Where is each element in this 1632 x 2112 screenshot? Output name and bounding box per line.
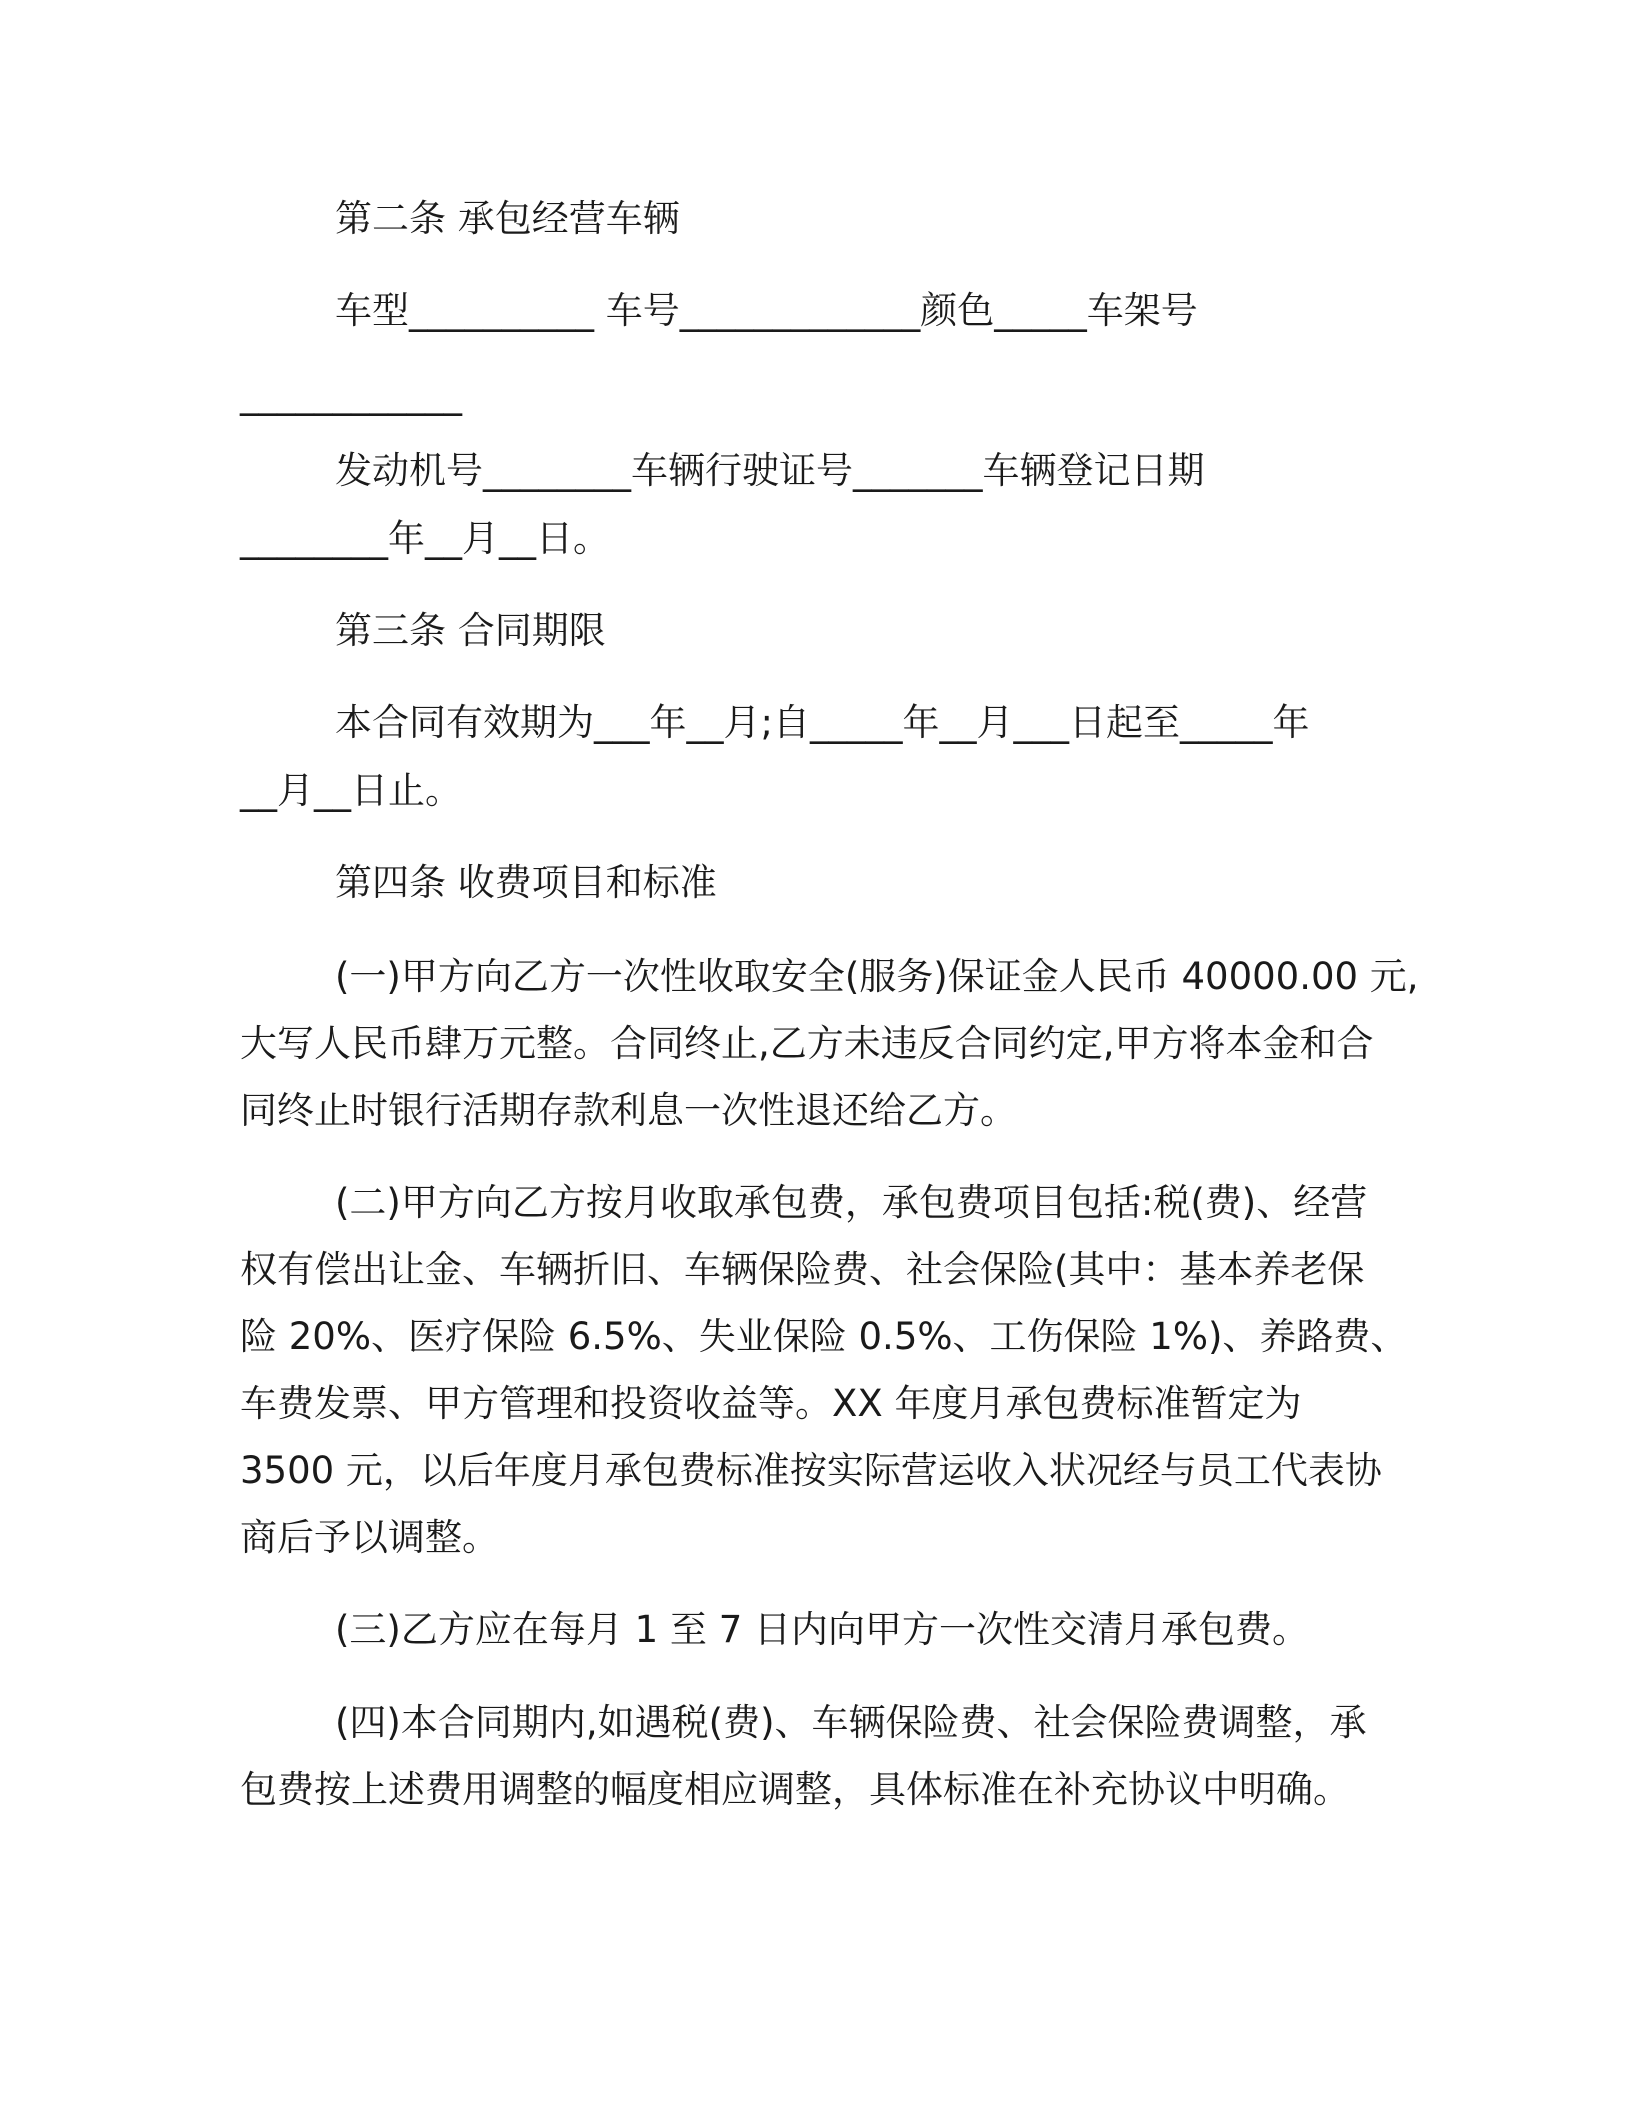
- article-4-p2-line-3: 险 20%、医疗保险 6.5%、失业保险 0.5%、工伤保险 1%)、养路费、: [240, 1315, 1408, 1358]
- article-4-p3-line-1: (三)乙方应在每月 1 至 7 日内向甲方一次性交清月承包费。: [335, 1608, 1309, 1651]
- article-2-line-4: ________年__月__日。: [240, 517, 610, 560]
- article-4-p2-line-1: (二)甲方向乙方按月收取承包费，承包费项目包括:税(费)、经营: [335, 1181, 1368, 1224]
- article-3-heading: 第三条 合同期限: [335, 609, 606, 652]
- article-3-line-1: 本合同有效期为___年__月;自_____年__月___日起至_____年: [335, 701, 1310, 744]
- article-4-p2-line-2: 权有偿出让金、车辆折旧、车辆保险费、社会保险(其中：基本养老保: [240, 1248, 1365, 1291]
- article-4-p1-line-3: 同终止时银行活期存款利息一次性退还给乙方。: [240, 1089, 1017, 1132]
- article-2-line-2: ____________: [240, 373, 462, 416]
- article-4-p4-line-1: (四)本合同期内,如遇税(费)、车辆保险费、社会保险费调整，承: [335, 1701, 1367, 1744]
- article-4-p2-line-5: 3500 元，以后年度月承包费标准按实际营运收入状况经与员工代表协: [240, 1449, 1382, 1492]
- article-4-p2-line-6: 商后予以调整。: [240, 1516, 499, 1559]
- article-4-p1-line-2: 大写人民币肆万元整。合同终止,乙方未违反合同约定,甲方将本金和合: [240, 1022, 1374, 1065]
- article-2-heading: 第二条 承包经营车辆: [335, 197, 680, 240]
- article-4-p1-line-1: (一)甲方向乙方一次性收取安全(服务)保证金人民币 40000.00 元,: [335, 955, 1419, 998]
- article-4-p2-line-4: 车费发票、甲方管理和投资收益等。XX 年度月承包费标准暂定为: [240, 1382, 1302, 1425]
- article-4-p4-line-2: 包费按上述费用调整的幅度相应调整，具体标准在补充协议中明确。: [240, 1768, 1350, 1811]
- article-2-line-3: 发动机号________车辆行驶证号_______车辆登记日期: [335, 449, 1205, 492]
- article-3-line-2: __月__日止。: [240, 769, 462, 812]
- article-2-line-1: 车型__________ 车号_____________颜色_____车架号: [335, 289, 1198, 332]
- article-4-heading: 第四条 收费项目和标准: [335, 861, 717, 904]
